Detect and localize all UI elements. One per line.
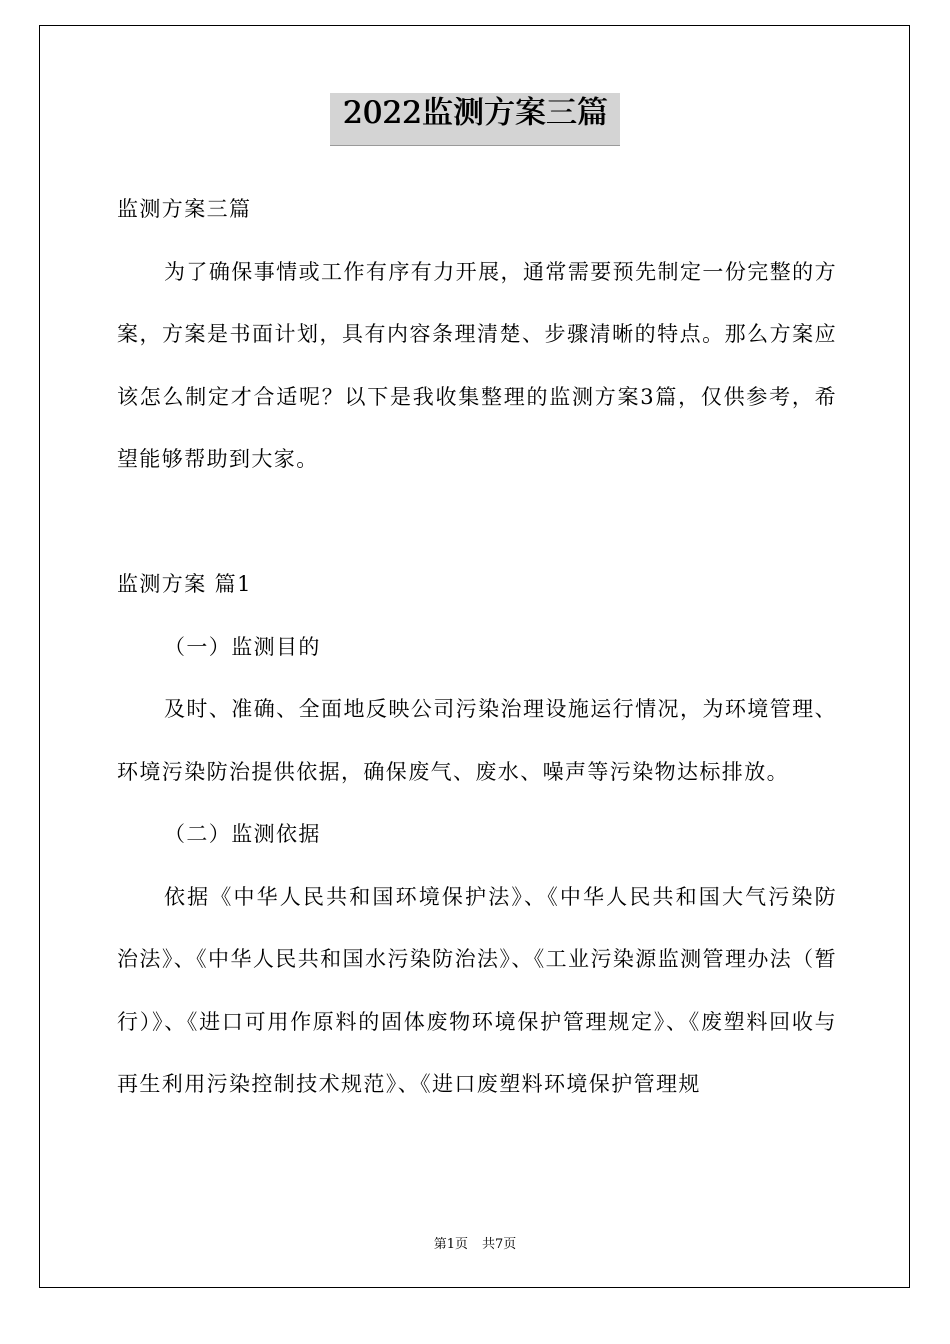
page-total: 共7页 [482,1237,517,1252]
document-body [117,178,837,1116]
paragraph-gap [117,491,837,554]
document-title: 2022监测方案三篇 [330,93,620,146]
subsection-heading-purpose: （一）监测目的 [164,634,321,659]
subsection-heading-basis: （二）监测依据 [164,822,321,846]
subtitle-paragraph: 监测方案三篇 [117,197,252,221]
purpose-paragraph: 及时、准确、全面地反映公司污染治理设施运行情况，为环境管理、环境污染防治提供依据，确保废气、废水、噪声等污染物达标排放。 [117,697,837,784]
section-heading: 监测方案 篇1 [117,572,252,596]
basis-paragraph: 依据《中华人民共和国环境保护法》、《中华人民共和国大气污染防治法》、《中华人民共和国水污染防治法》、《工业污染源监测管理办法（暂行）》、《进口可用作原料的固体废物环境保护管理规定》、《废塑料回收与再生利用污染控制技术规范》、《进口废塑料环境保护管理规 [117,884,837,1096]
intro-paragraph: 为了确保事情或工作有序有力开展，通常需要预先制定一份完整的方案，方案是书面计划，具有内容条理清楚、步骤清晰的特点。那么方案应该怎么制定才合适呢？以下是我收集整理的监测方案3篇，仅供参考，希望能够帮助到大家。 [117,259,837,471]
page-number: 第1页 [433,1237,468,1252]
page-footer [0,1233,950,1252]
